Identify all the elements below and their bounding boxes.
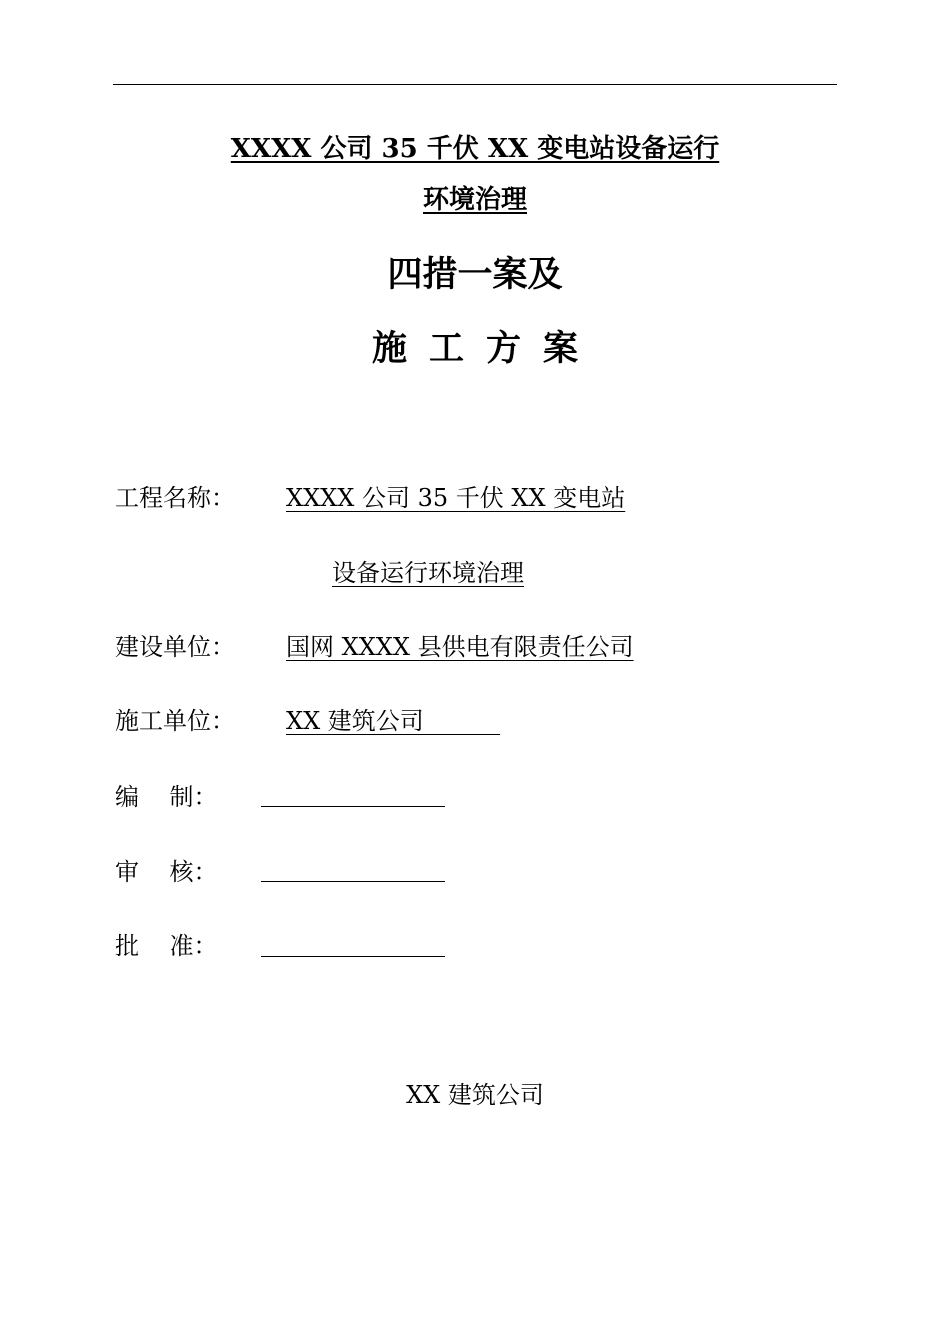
document-title-line2: [0, 183, 950, 217]
approved-by-blank: [261, 956, 445, 957]
document-title-line1: [0, 132, 950, 166]
contractor-value: XX 建筑公司: [286, 707, 501, 735]
document-title-line1-text: XXXX 公司 35 千伏 XX 变电站设备运行: [230, 134, 720, 164]
project-name-value-line1: XXXX 公司 35 千伏 XX 变电站: [286, 484, 626, 512]
project-name-label: 工程名称：: [115, 484, 235, 512]
footer-organization: XX 建筑公司: [406, 1081, 544, 1109]
header-rule: [113, 84, 837, 85]
document-heading-line1: 四措一案及: [387, 254, 563, 295]
document-title-line2-text: 环境治理: [422, 185, 527, 215]
approved-by-label: 批 准：: [115, 932, 218, 960]
owner-label: 建设单位：: [115, 633, 235, 661]
project-name-value-line2: 设备运行环境治理: [332, 559, 524, 587]
contractor-label: 施工单位：: [115, 707, 235, 735]
owner-value: 国网 XXXX 县供电有限责任公司: [286, 633, 634, 661]
reviewed-by-blank: [261, 881, 445, 882]
compiled-by-blank: [261, 806, 445, 807]
reviewed-by-label: 审 核：: [115, 858, 218, 886]
document-heading-line2: 施工方案: [371, 328, 600, 369]
compiled-by-label: 编 制：: [115, 783, 218, 811]
